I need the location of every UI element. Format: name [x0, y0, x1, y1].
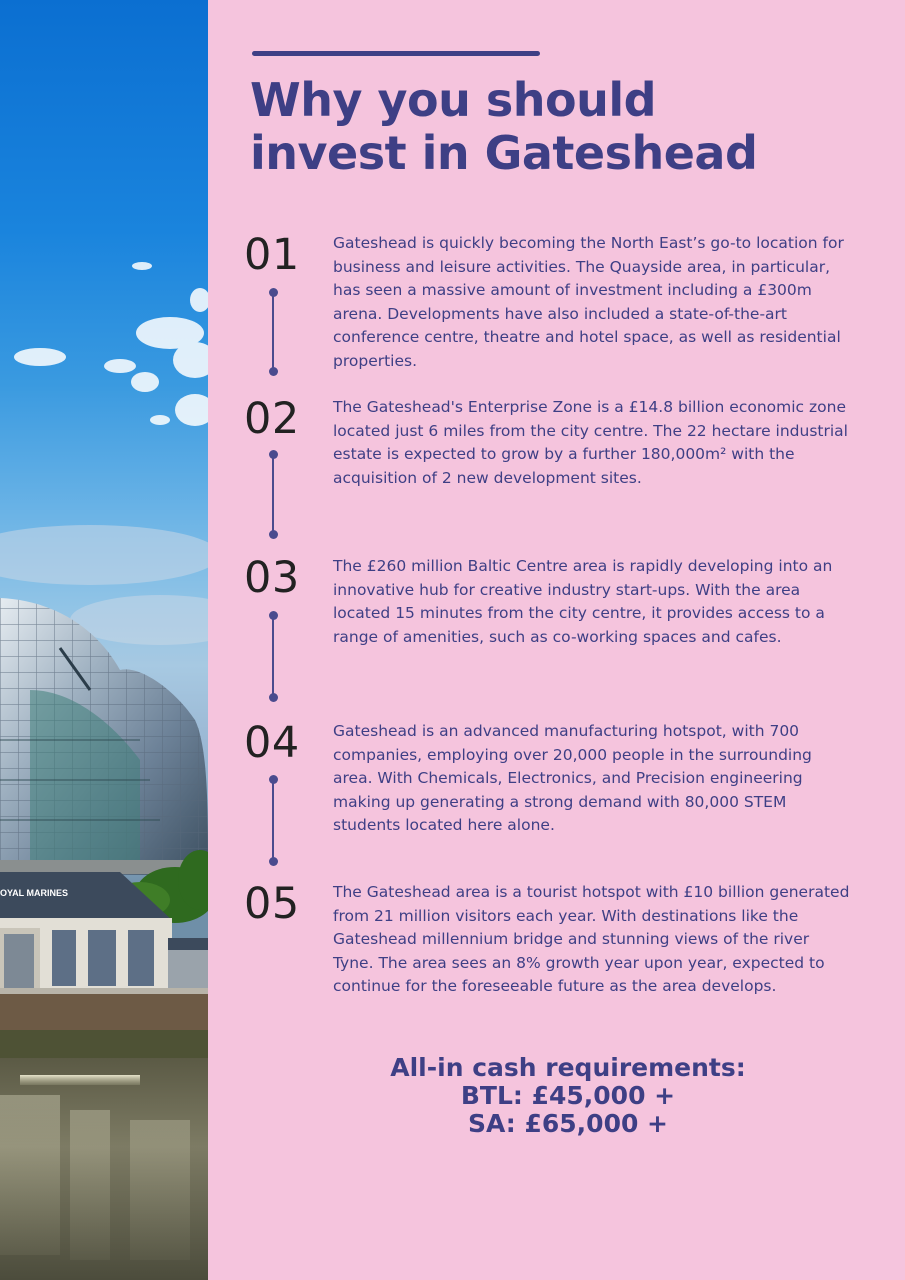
content-panel: [208, 0, 905, 1280]
timeline-connector: [269, 775, 278, 866]
item-text: The Gateshead's Enterprise Zone is a £14.8 billion economic zone located just 6 miles from the city centre. The 22 hectare industrial estate is expected to grow by a further 180,000m² with the acquisition of 2 new development sites.: [333, 398, 848, 487]
title-line-2: invest in Gateshead: [250, 126, 758, 180]
cash-sa: SA: £65,000 +: [467, 1109, 669, 1138]
item-number: 03: [244, 553, 300, 603]
item-number: 04: [244, 718, 300, 768]
item-number: 02: [244, 394, 300, 444]
title-line-1: Why you should: [250, 73, 657, 127]
item-number: 01: [244, 230, 300, 280]
cash-requirements: [358, 1054, 778, 1138]
cash-heading: All-in cash requirements:: [390, 1053, 746, 1082]
building-sign: OYAL MARINES: [0, 888, 69, 898]
quay-wall: [0, 994, 208, 1034]
item-text: Gateshead is quickly becoming the North East’s go-to location for business and leisure activities. The Quayside area, in particular, has seen a massive amount of investment including a £300m arena. Developments have also included a state-of-the-art conference centre, theatre and hotel space, as well as residential properties.: [333, 234, 844, 370]
item-text: The £260 million Baltic Centre area is rapidly developing into an innovative hub for creative industry start-ups. With the area located 15 minutes from the city centre, it provides access to a range of amenities, such as co-working spaces and cafes.: [333, 557, 833, 646]
item-text: Gateshead is an advanced manufacturing hotspot, with 700 companies, employing over 20,000 people in the surrounding area. With Chemicals, Electronics, and Precision engineering making up generating a strong demand with 80,000 STEM students located here alone.: [333, 722, 812, 835]
timeline-connector: [269, 611, 278, 702]
title-rule: [252, 51, 540, 56]
item-text: The Gateshead area is a tourist hotspot with £10 billion generated from 21 million visitors each year. With destinations like the Gateshead millennium bridge and stunning views of the river Tyne. The area sees an 8% growth year upon year, expected to continue for the foreseeable future as the area develops.: [333, 883, 850, 996]
photo-illustration: [0, 0, 208, 1280]
timeline-connector: [269, 288, 278, 376]
sage-gateshead-photo: [0, 0, 208, 1280]
timeline-connector: [269, 450, 278, 539]
item-number: 05: [244, 879, 300, 929]
page-title: [250, 74, 870, 180]
clouds: [14, 262, 208, 426]
cash-btl: BTL: £45,000 +: [460, 1081, 676, 1110]
